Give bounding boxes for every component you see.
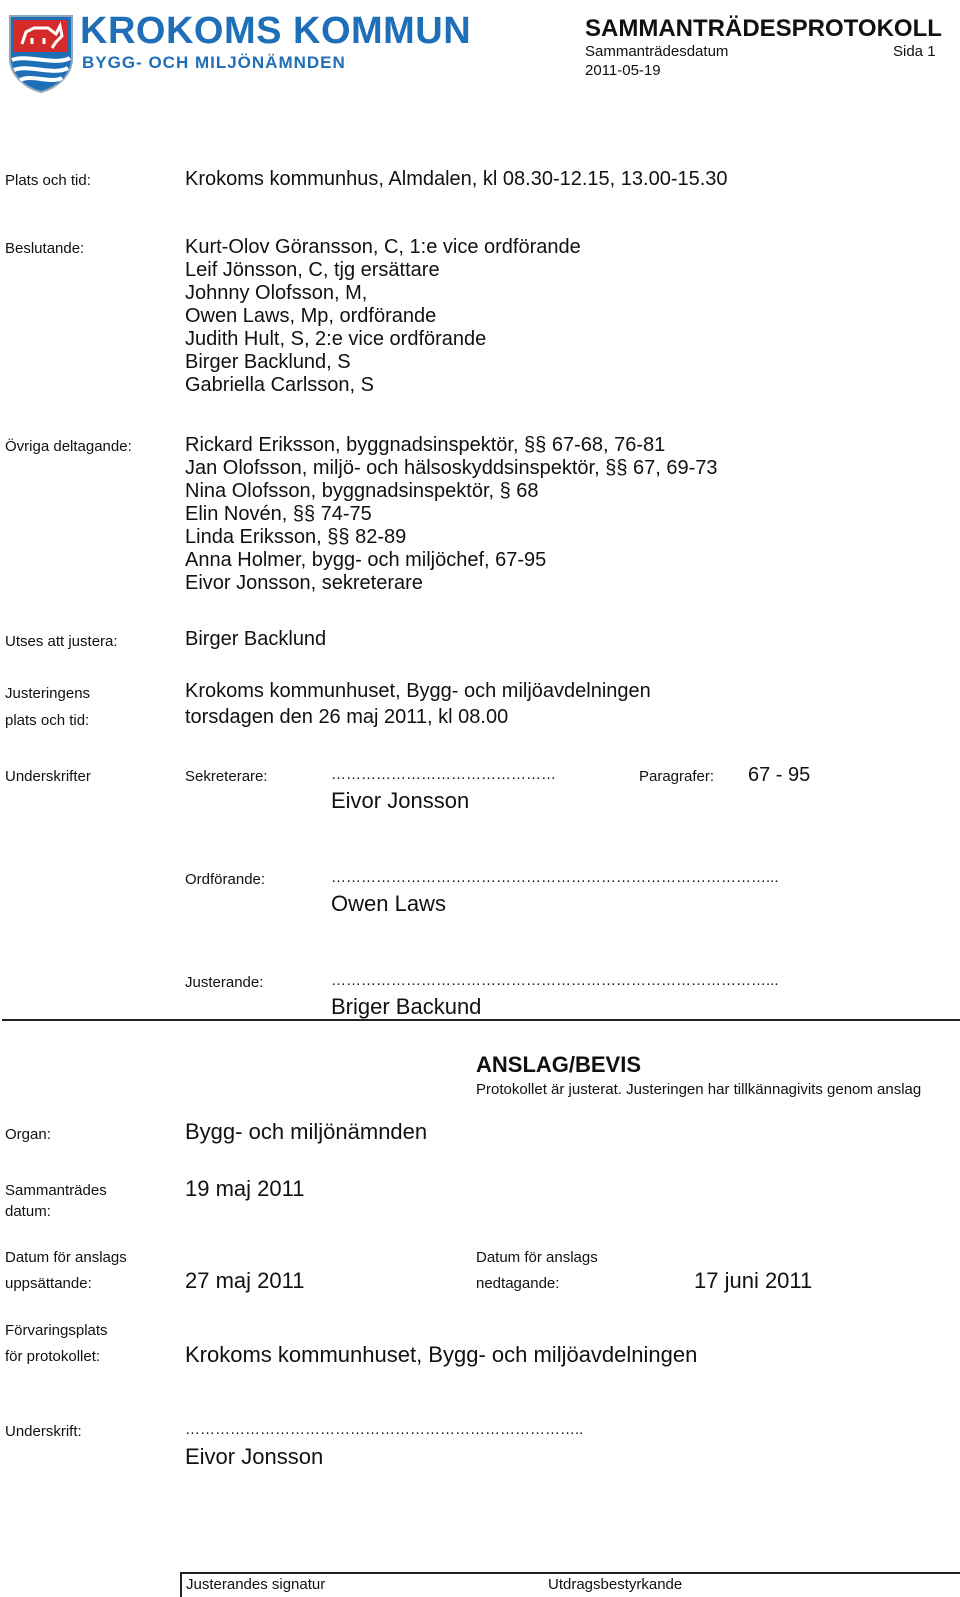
organ-value: Bygg- och miljönämnden [185,1119,428,1144]
posted-value: 27 maj 2011 [185,1268,305,1293]
list-item: Birger Backlund, S [185,351,351,373]
list-item: Eivor Jonsson, sekreterare [185,572,423,594]
extract-certification-field-label: Utdragsbestyrkande [548,1576,683,1593]
chair-name: Owen Laws [331,891,446,916]
justify-place-value: Krokoms kommunhuset, Bygg- och miljöavdelningen [185,680,651,702]
secretary-signature-line: ……………………………………… [331,766,556,783]
list-item: Leif Jönsson, C, tjg ersättare [185,259,440,281]
chair-signature-line: ……………………………………………………………………………... [331,869,779,886]
place-value: Krokoms kommunhus, Almdalen, kl 08.30-12.15, 13.00-15.30 [185,168,728,190]
meeting-date-label: Sammanträdesdatum [585,43,729,60]
removed-label-1: Datum för anslags [476,1249,598,1266]
justify-place-label-1: Justeringens [5,685,91,702]
signature-line: …………………………………………………………………….. [185,1421,584,1438]
paragraphs-value: 67 - 95 [748,764,811,786]
place-label: Plats och tid: [5,172,91,189]
page-number: Sida 1 [893,43,936,60]
list-item: Elin Novén, §§ 74-75 [185,503,372,525]
storage-label-1: Förvaringsplats [5,1322,108,1339]
justify-label: Utses att justera: [5,633,118,650]
chair-label: Ordförande: [185,871,266,888]
others-label: Övriga deltagande: [5,438,132,455]
section-divider [2,1019,960,1021]
deciders-list [185,236,581,397]
adjuster-signature-field-label: Justerandes signatur [186,1576,326,1593]
list-item: Owen Laws, Mp, ordförande [185,305,437,327]
notice-note: Protokollet är justerat. Justeringen har tillkännagivits genom anslag [476,1081,922,1098]
signature-name: Eivor Jonsson [185,1444,324,1469]
list-item: Linda Eriksson, §§ 82-89 [185,526,407,548]
secretary-name: Eivor Jonsson [331,788,470,813]
secretary-label: Sekreterare: [185,768,268,785]
org-subtitle: BYGG- OCH MILJÖNÄMNDEN [82,53,346,72]
justify-value: Birger Backlund [185,628,327,650]
posted-label-1: Datum för anslags [5,1249,127,1266]
others-list [185,434,718,595]
municipality-crest-logo [4,12,78,94]
removed-label-2: nedtagande: [476,1275,560,1292]
org-name: KROKOMS KOMMUN [80,10,472,52]
list-item: Anna Holmer, bygg- och miljöchef, 67-95 [185,549,547,571]
storage-label-2: för protokollet: [5,1348,101,1365]
notice-title: ANSLAG/BEVIS [476,1052,642,1077]
list-item: Kurt-Olov Göransson, C, 1:e vice ordförande [185,236,581,258]
adjuster-signature-line: ……………………………………………………………………………... [331,972,779,989]
list-item: Jan Olofsson, miljö- och hälsoskyddsinspektör, §§ 67, 69-73 [185,457,718,479]
paragraphs-label: Paragrafer: [639,768,715,785]
list-item: Nina Olofsson, byggnadsinspektör, § 68 [185,480,539,502]
signatures-label: Underskrifter [5,768,91,785]
meeting-date-label-2: datum: [5,1203,51,1220]
list-item: Rickard Eriksson, byggnadsinspektör, §§ 67-68, 76-81 [185,434,666,456]
document-title: SAMMANTRÄDESPROTOKOLL [585,15,942,42]
list-item: Gabriella Carlsson, S [185,374,374,396]
removed-value: 17 juni 2011 [694,1268,813,1293]
justify-time-value: torsdagen den 26 maj 2011, kl 08.00 [185,706,509,728]
organ-label: Organ: [5,1126,51,1143]
justify-place-label-2: plats och tid: [5,712,90,729]
storage-value: Krokoms kommunhuset, Bygg- och miljöavdelningen [185,1342,698,1367]
adjuster-label: Justerande: [185,974,264,991]
meeting-date-value: 19 maj 2011 [185,1176,305,1201]
deciders-label: Beslutande: [5,240,85,257]
meeting-date: 2011-05-19 [585,62,661,79]
list-item: Judith Hult, S, 2:e vice ordförande [185,328,487,350]
list-item: Johnny Olofsson, M, [185,282,368,304]
meeting-date-label-1: Sammanträdes [5,1182,107,1199]
posted-label-2: uppsättande: [5,1275,92,1292]
signature-label: Underskrift: [5,1423,82,1440]
adjuster-name: Briger Backund [331,994,482,1019]
